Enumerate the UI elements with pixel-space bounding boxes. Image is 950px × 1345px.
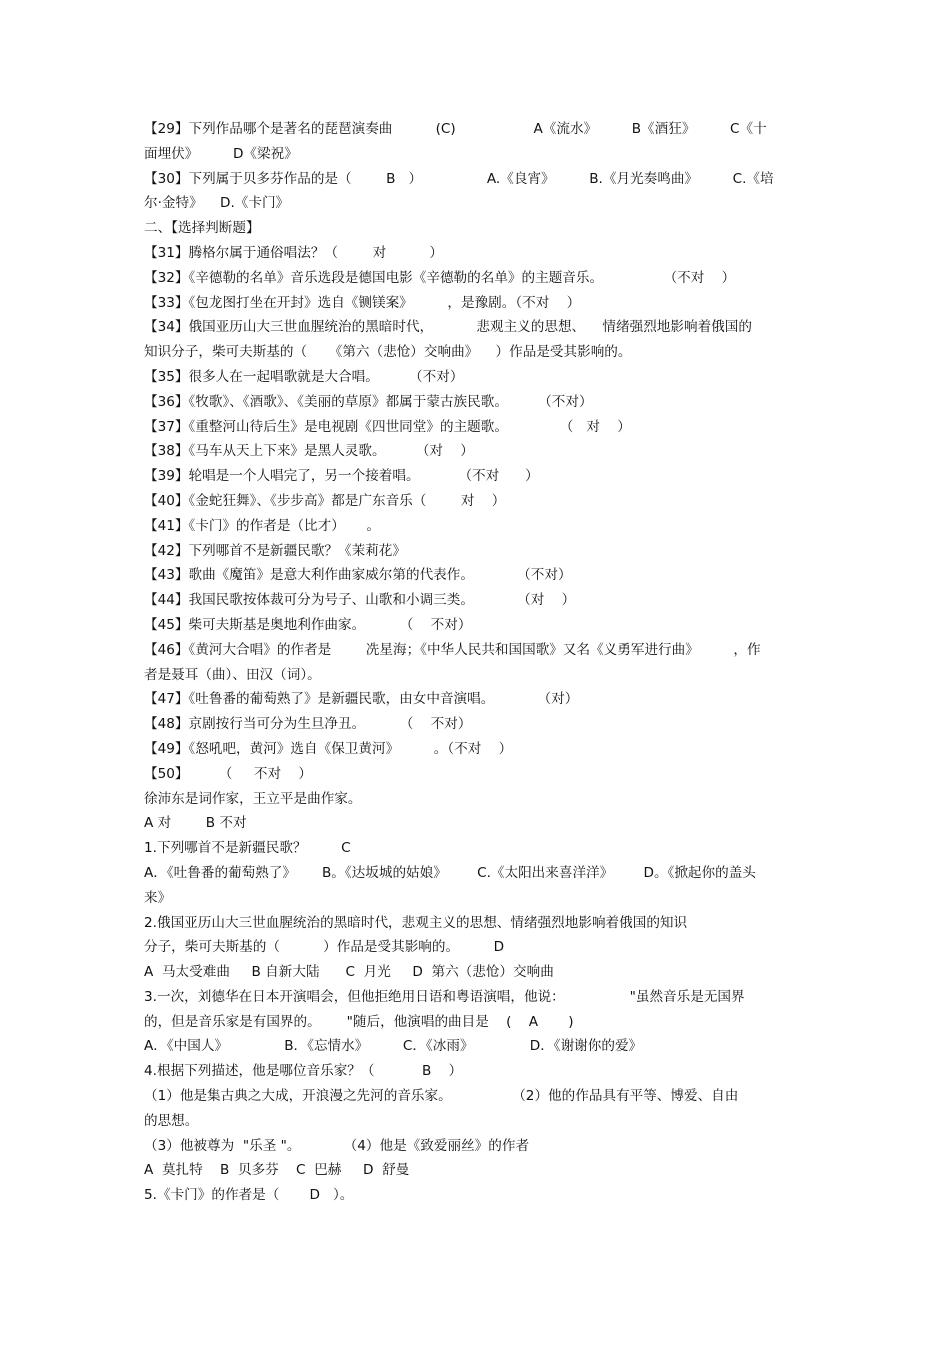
text-line: 的，但是音乐家是有国界的。 "随后，他演唱的曲目是 ( A ) bbox=[144, 1013, 574, 1030]
text-line: 【29】下列作品哪个是著名的琵琶演奏曲 (C) A《流水》 B《酒狂》 C《十 bbox=[144, 121, 767, 137]
text-line: 尔·金特》 D.《卡门》 bbox=[144, 195, 290, 212]
text-line: 【42】下列哪首不是新疆民歌？《茉莉花》 bbox=[144, 542, 406, 559]
text-line: 【30】下列属于贝多芬作品的是（ B ） A.《良宵》 B.《月光奏鸣曲》 C.《培 bbox=[144, 170, 774, 187]
text-line: 3.一次，刘德华在日本开演唱会，但他拒绝用日语和粤语演唱，他说： "虽然音乐是无国界 bbox=[144, 988, 745, 1005]
text-line: 【38】《马车从天上下来》是黑人灵歌。 （对 ） bbox=[144, 443, 474, 460]
text-line: 【39】轮唱是一个人唱完了，另一个接着唱。 （不对 ） bbox=[144, 468, 539, 485]
document-body bbox=[144, 117, 809, 1208]
text-line: 【35】很多人在一起唱歌就是大合唱。 （不对） bbox=[144, 368, 464, 385]
text-line: 1.下列哪首不是新疆民歌？ C bbox=[144, 840, 351, 857]
text-line: 面埋伏》 D《梁祝》 bbox=[144, 145, 298, 162]
text-line: 分子，柴可夫斯基的（ ）作品是受其影响的。 D bbox=[144, 939, 505, 956]
text-line: 【43】歌曲《魔笛》是意大利作曲家威尔第的代表作。 （不对） bbox=[144, 567, 572, 584]
text-line: 【40】《金蛇狂舞》、《步步高》都是广东音乐（ 对 ） bbox=[144, 492, 506, 509]
text-line: 徐沛东是词作家，王立平是曲作家。 bbox=[144, 790, 362, 807]
text-line: 【47】《吐鲁番的葡萄熟了》是新疆民歌，由女中音演唱。 （对） bbox=[144, 691, 579, 708]
text-line: 【41】《卡门》的作者是（比才） 。 bbox=[144, 517, 381, 534]
text-line: 【44】我国民歌按体裁可分为号子、山歌和小调三类。 （对 ） bbox=[144, 592, 576, 609]
text-line: 2.俄国亚历山大三世血腥统治的黑暗时代，悲观主义的思想、情绪强烈地影响着俄国的知识 bbox=[144, 914, 688, 931]
text-line: A 对 B 不对 bbox=[144, 815, 247, 832]
text-line: （1）他是集古典之大成，开浪漫之先河的音乐家。 （2）他的作品具有平等、博爱、自由 bbox=[144, 1088, 739, 1105]
text-line: A 莫扎特 B 贝多芬 C 巴赫 D 舒曼 bbox=[144, 1162, 410, 1179]
text-line: 【36】《牧歌》、《酒歌》、《美丽的草原》都属于蒙古族民歌。 （不对） bbox=[144, 393, 593, 410]
text-line: 的思想。 bbox=[144, 1112, 199, 1129]
text-line: 【37】《重整河山待后生》是电视剧《四世同堂》的主题歌。 （ 对 ） bbox=[144, 418, 631, 435]
text-line: 4.根据下列描述，他是哪位音乐家？（ B ） bbox=[144, 1063, 463, 1080]
text-line: 【31】腾格尔属于通俗唱法？（ 对 ） bbox=[144, 244, 443, 261]
text-line: 【33】《包龙图打坐在开封》选自《铡镁案》 ，是豫剧。（不对 ） bbox=[144, 294, 581, 311]
text-line: （3）他被尊为 "乐圣 "。 （4）他是《致爱丽丝》的作者 bbox=[144, 1137, 530, 1154]
text-line: 【48】京剧按行当可分为生旦净丑。 （ 不对） bbox=[144, 716, 472, 733]
text-line: A 马太受难曲 B 自新大陆 C 月光 D 第六（悲怆）交响曲 bbox=[144, 964, 554, 981]
text-line: 来》 bbox=[144, 889, 172, 906]
text-line: 【49】《怒吼吧，黄河》选自《保卫黄河》 。（不对 ） bbox=[144, 740, 513, 757]
text-line: 知识分子，柴可夫斯基的（ 《第六（悲怆）交响曲》 ）作品是受其影响的。 bbox=[144, 344, 632, 361]
text-line: A．《中国人》 B．《忘情水》 C．《冰雨》 D．《谢谢你的爱》 bbox=[144, 1038, 643, 1055]
text-line: 【46】《黄河大合唱》的作者是 冼星海；《中华人民共和国国歌》又名《义勇军进行曲》 ，作 bbox=[144, 641, 761, 658]
text-line: 5.《卡门》的作者是（ D ）。 bbox=[144, 1187, 354, 1204]
text-line: 【32】《辛德勒的名单》音乐选段是德国电影《辛德勒的名单》的主题音乐。 （不对 ） bbox=[144, 269, 736, 286]
text-line: A．《吐鲁番的葡萄熟了》 B。《达坂城的姑娘》 C.《太阳出来喜洋洋》 D。《掀起你的盖头 bbox=[144, 864, 756, 881]
text-line: 【45】柴可夫斯基是奥地利作曲家。 （ 不对） bbox=[144, 616, 472, 633]
text-line: 者是聂耳（曲）、田汉（词）。 bbox=[144, 666, 321, 683]
text-line: 【34】俄国亚历山大三世血腥统治的黑暗时代， 悲观主义的思想、 情绪强烈地影响着俄国的 bbox=[144, 319, 752, 336]
section-heading: 二、【选择判断题】 bbox=[144, 220, 260, 237]
text-line: 【50】 （ 不对 ） bbox=[144, 765, 312, 782]
